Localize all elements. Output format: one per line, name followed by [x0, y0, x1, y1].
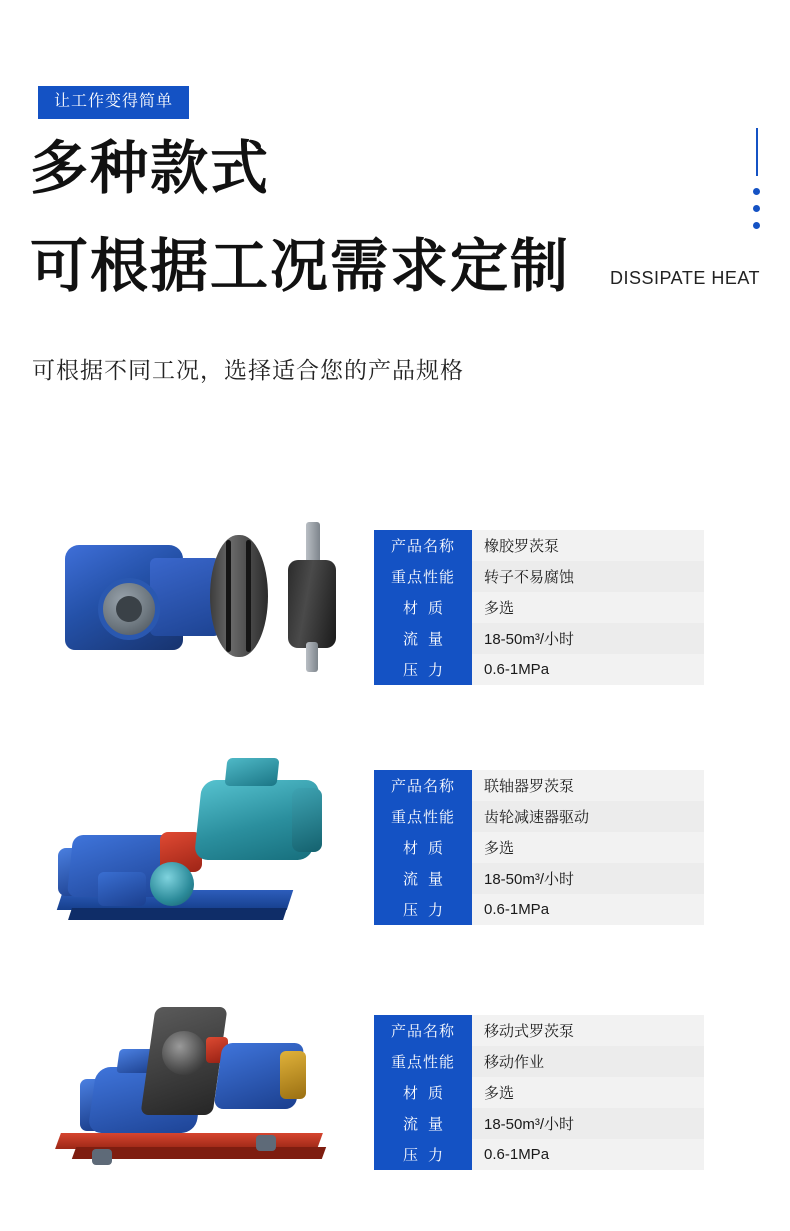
- page-subtitle: 可根据不同工况，选择适合您的产品规格: [32, 357, 464, 383]
- pump-base-frame-shape: [68, 908, 287, 920]
- pulley-groove-shape: [246, 540, 251, 652]
- spec-value: 18-50m³/小时: [472, 863, 704, 894]
- decoration-line: [756, 128, 758, 176]
- table-row: [374, 623, 704, 654]
- table-row: [374, 1139, 704, 1170]
- header-badge: 让工作变得简单: [38, 86, 189, 119]
- motor-end-cap-shape: [292, 788, 322, 852]
- rubber-rotor-shape: [288, 560, 336, 648]
- belt-pulley-shape: [210, 535, 268, 657]
- spec-value: 多选: [472, 592, 704, 623]
- spec-value: 橡胶罗茨泵: [472, 530, 704, 561]
- product-photo-coupling-roots-pump: [40, 740, 360, 940]
- spec-value: 18-50m³/小时: [472, 1108, 704, 1139]
- motor-terminal-box-shape: [225, 758, 280, 786]
- spec-key: 重点性能: [374, 561, 472, 592]
- spec-value: 0.6-1MPa: [472, 1139, 704, 1170]
- spec-key: 产品名称: [374, 530, 472, 561]
- gear-reducer-shape: [98, 872, 146, 906]
- product-photo-rubber-roots-pump: [40, 500, 360, 700]
- page-title-line1: 多种款式: [30, 136, 271, 201]
- product-spec-table: [374, 1015, 704, 1170]
- spec-key: 流量: [374, 1108, 472, 1139]
- skid-foot-shape: [256, 1135, 276, 1151]
- product-row: [0, 740, 790, 980]
- motor-fan-shape: [150, 862, 194, 906]
- spec-value: 移动式罗茨泵: [472, 1015, 704, 1046]
- header-decoration: [590, 128, 770, 298]
- pump-flange-bore-shape: [116, 596, 142, 622]
- decoration-dot: [753, 205, 760, 212]
- spec-value: 多选: [472, 832, 704, 863]
- spec-value: 齿轮减速器驱动: [472, 801, 704, 832]
- spec-key: 产品名称: [374, 1015, 472, 1046]
- table-row: [374, 530, 704, 561]
- product-row: [0, 500, 790, 740]
- spec-key: 重点性能: [374, 801, 472, 832]
- spec-key: 材质: [374, 1077, 472, 1108]
- table-row: [374, 894, 704, 925]
- header-english-caption: DISSIPATE HEAT: [609, 268, 760, 288]
- spec-key: 流量: [374, 863, 472, 894]
- table-row: [374, 561, 704, 592]
- product-spec-table: [374, 530, 704, 685]
- table-row: [374, 592, 704, 623]
- spec-value: 18-50m³/小时: [472, 623, 704, 654]
- spec-key: 产品名称: [374, 770, 472, 801]
- spec-key: 流量: [374, 623, 472, 654]
- table-row: [374, 863, 704, 894]
- table-row: [374, 1108, 704, 1139]
- spec-key: 重点性能: [374, 1046, 472, 1077]
- pump-flange-shape: [280, 1051, 306, 1099]
- spec-key: 压力: [374, 654, 472, 685]
- spec-value: 0.6-1MPa: [472, 894, 704, 925]
- decoration-dot: [753, 222, 760, 229]
- spec-value: 转子不易腐蚀: [472, 561, 704, 592]
- decoration-dot: [753, 188, 760, 195]
- table-row: [374, 832, 704, 863]
- table-row: [374, 1046, 704, 1077]
- spec-value: 联轴器罗茨泵: [472, 770, 704, 801]
- spec-key: 压力: [374, 1139, 472, 1170]
- product-photo-mobile-roots-pump: [40, 985, 360, 1185]
- belt-pulley-shape: [162, 1031, 206, 1075]
- table-row: [374, 801, 704, 832]
- product-spec-table: [374, 770, 704, 925]
- table-row: [374, 654, 704, 685]
- decoration-dots: [753, 188, 761, 239]
- page-title-line2: 可根据工况需求定制: [30, 234, 571, 299]
- spec-key: 压力: [374, 894, 472, 925]
- table-row: [374, 1077, 704, 1108]
- pulley-groove-shape: [226, 540, 231, 652]
- table-row: [374, 1015, 704, 1046]
- spec-value: 移动作业: [472, 1046, 704, 1077]
- spec-value: 多选: [472, 1077, 704, 1108]
- table-row: [374, 770, 704, 801]
- spec-key: 材质: [374, 592, 472, 623]
- skid-foot-shape: [92, 1149, 112, 1165]
- product-row: [0, 985, 790, 1225]
- spec-key: 材质: [374, 832, 472, 863]
- spec-value: 0.6-1MPa: [472, 654, 704, 685]
- rotor-shaft-shape: [306, 642, 318, 672]
- page-header: [0, 0, 790, 470]
